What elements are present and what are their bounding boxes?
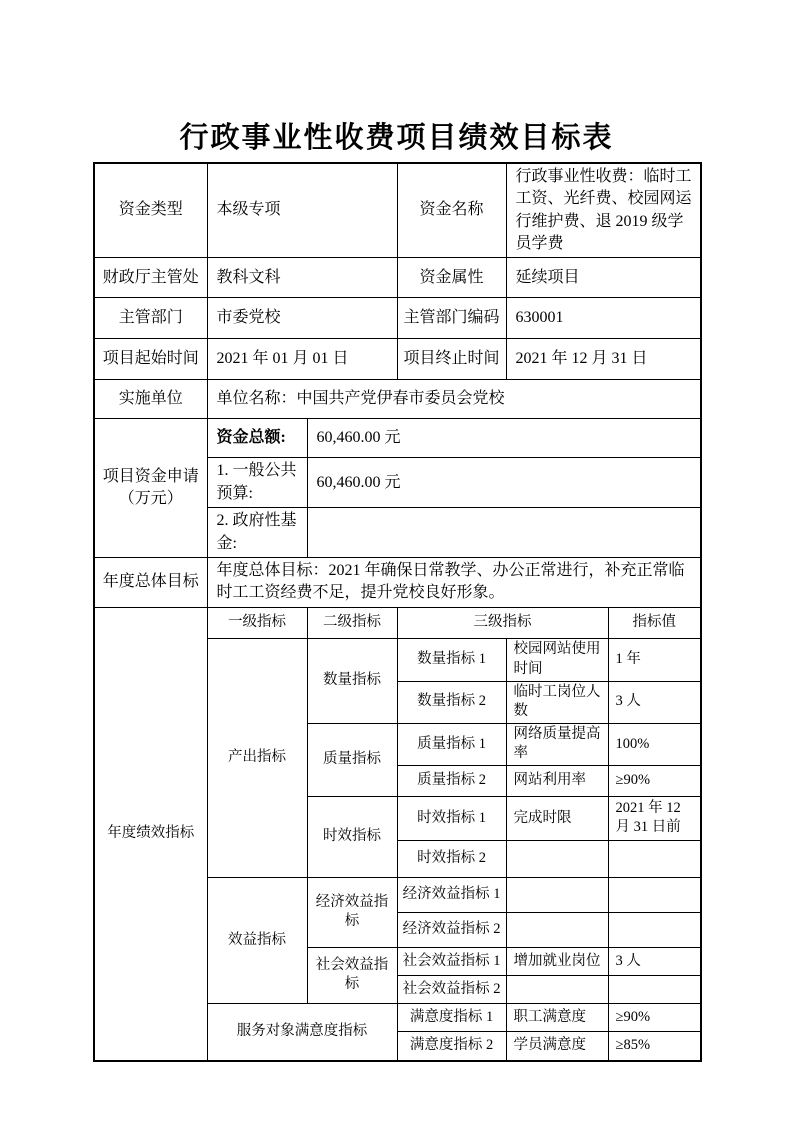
indicator-name: 社会效益指标 1: [397, 947, 506, 975]
info-row: [94, 298, 701, 339]
implement-unit-value: 单位名称：中国共产党伊春市委员会党校: [207, 380, 701, 419]
indicator-name: 质量指标 1: [397, 723, 506, 765]
indicator-value: 1 年: [608, 638, 701, 681]
start-date-label: 项目起始时间: [94, 339, 207, 380]
supervisor-dept-code-value: 630001: [506, 298, 701, 339]
indicator-name: 时效指标 2: [397, 840, 506, 877]
funding-total-value: 60,460.00 元: [307, 419, 701, 458]
indicator-name: 质量指标 2: [397, 765, 506, 796]
fund-type-value: 本级专项: [207, 163, 397, 258]
indicator-value: 3 人: [608, 681, 701, 723]
indicator-value: ≥90%: [608, 765, 701, 796]
fund-type-label: 资金类型: [94, 163, 207, 258]
indicator-name: 数量指标 1: [397, 638, 506, 681]
finance-dept-value: 教科文科: [207, 258, 397, 298]
info-row: [94, 163, 701, 258]
quality-indicator-group: 质量指标: [307, 723, 397, 796]
annual-goal-row: [94, 557, 701, 607]
indicator-metric: 学员满意度: [506, 1031, 608, 1061]
supervisor-dept-value: 市委党校: [207, 298, 397, 339]
annual-goal-label: 年度总体目标: [94, 557, 207, 607]
indicator-metric: 完成时限: [506, 796, 608, 840]
fund-name-value: 行政事业性收费：临时工工资、光纤费、校园网运行维护费、退 2019 级学员学费: [506, 163, 701, 258]
timeliness-indicator-group: 时效指标: [307, 796, 397, 877]
indicator-name: 满意度指标 2: [397, 1031, 506, 1061]
end-date-label: 项目终止时间: [397, 339, 506, 380]
fund-attribute-value: 延续项目: [506, 258, 701, 298]
indicator-metric: 增加就业岗位: [506, 947, 608, 975]
header-level1: 一级指标: [207, 607, 307, 638]
indicator-value: ≥90%: [608, 1003, 701, 1031]
indicator-value: [608, 912, 701, 947]
indicator-metric: [506, 840, 608, 877]
indicator-value: 100%: [608, 723, 701, 765]
indicator-value: [608, 877, 701, 912]
supervisor-dept-label: 主管部门: [94, 298, 207, 339]
indicator-value: [608, 840, 701, 877]
indicator-name: 社会效益指标 2: [397, 975, 506, 1003]
indicator-name: 时效指标 1: [397, 796, 506, 840]
indicator-header-row: [94, 607, 701, 638]
fund-attribute-label: 资金属性: [397, 258, 506, 298]
indicator-value: 3 人: [608, 947, 701, 975]
indicator-metric: [506, 912, 608, 947]
indicator-metric: 职工满意度: [506, 1003, 608, 1031]
indicator-metric: 网络质量提高率: [506, 723, 608, 765]
indicator-metric: 网站利用率: [506, 765, 608, 796]
funding-total-label: 资金总额:: [207, 419, 307, 458]
indicator-name: 经济效益指标 2: [397, 912, 506, 947]
indicator-name: 满意度指标 1: [397, 1003, 506, 1031]
header-indicator-value: 指标值: [608, 607, 701, 638]
funding-gov-fund-label: 2. 政府性基金:: [207, 508, 307, 558]
implement-unit-row: [94, 380, 701, 419]
indicator-metric: [506, 877, 608, 912]
supervisor-dept-code-label: 主管部门编码: [397, 298, 506, 339]
annual-goal-value: 年度总体目标：2021 年确保日常教学、办公正常进行，补充正常临时工工资经费不足，提升党校良好形象。: [207, 557, 701, 607]
indicator-metric: [506, 975, 608, 1003]
indicator-value: 2021 年 12 月 31 日前: [608, 796, 701, 840]
performance-target-table: [93, 162, 702, 1063]
header-level2: 二级指标: [307, 607, 397, 638]
indicator-metric: 临时工岗位人数: [506, 681, 608, 723]
indicator-value: ≥85%: [608, 1031, 701, 1061]
social-indicator-group: 社会效益指标: [307, 947, 397, 1003]
funding-public-budget-value: 60,460.00 元: [307, 458, 701, 508]
end-date-value: 2021 年 12 月 31 日: [506, 339, 701, 380]
fund-name-label: 资金名称: [397, 163, 506, 258]
page-title: 行政事业性收费项目绩效目标表: [179, 122, 614, 154]
benefit-indicator-group: 效益指标: [207, 877, 307, 1003]
quantity-indicator-group: 数量指标: [307, 638, 397, 723]
indicator-value: [608, 975, 701, 1003]
performance-section-label: 年度绩效指标: [94, 607, 207, 1061]
info-row: [94, 258, 701, 298]
implement-unit-label: 实施单位: [94, 380, 207, 419]
funding-gov-fund-value: [307, 508, 701, 558]
satisfaction-indicator-group: 服务对象满意度指标: [207, 1003, 397, 1061]
indicator-name: 经济效益指标 1: [397, 877, 506, 912]
funding-public-budget-label: 1. 一般公共预算:: [207, 458, 307, 508]
economic-indicator-group: 经济效益指标: [307, 877, 397, 947]
finance-dept-label: 财政厅主管处: [94, 258, 207, 298]
output-indicator-group: 产出指标: [207, 638, 307, 877]
funding-row: [94, 419, 701, 458]
start-date-value: 2021 年 01 月 01 日: [207, 339, 397, 380]
header-level3: 三级指标: [397, 607, 608, 638]
funding-label: 项目资金申请（万元）: [94, 419, 207, 558]
indicator-name: 数量指标 2: [397, 681, 506, 723]
indicator-metric: 校园网站使用时间: [506, 638, 608, 681]
info-row: [94, 339, 701, 380]
